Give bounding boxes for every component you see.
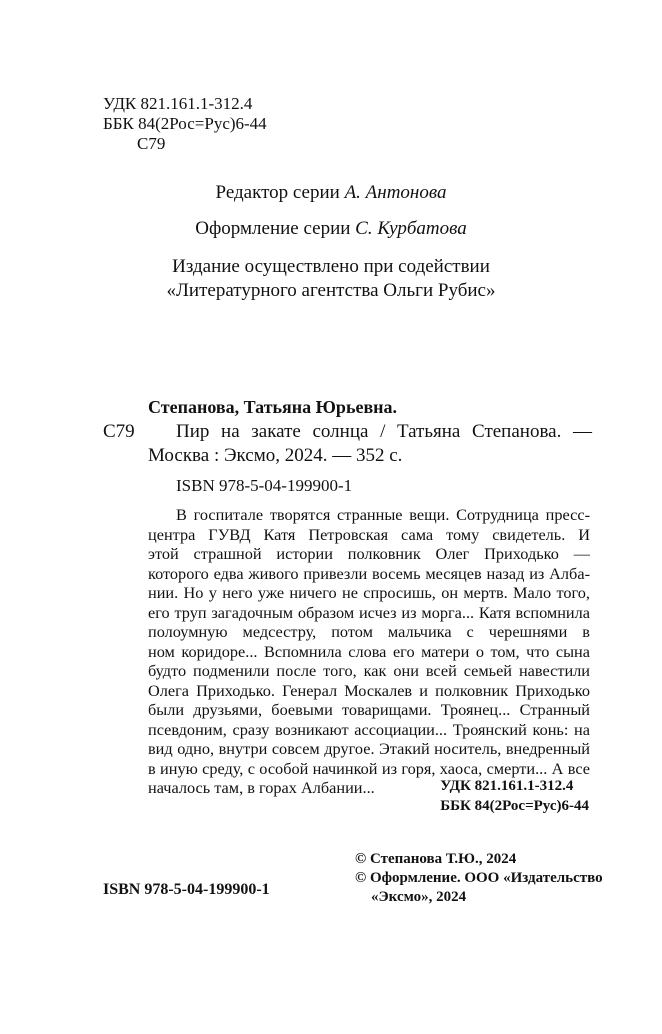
record-isbn: ISBN 978-5-04-199900-1 <box>176 476 353 495</box>
copyright-author: © Степанова Т.Ю., 2024 <box>355 851 517 867</box>
series-editor-name: А. Антонова <box>344 182 447 203</box>
annotation-line: которого едва живого привезли восемь месяцев назад из Алба- <box>148 563 590 583</box>
classification-codes <box>103 94 267 154</box>
annotation-line: полоумную медсестру, потом мальчика с черешнями в <box>148 622 590 641</box>
annotation-line: псевдоним, сразу возникают ассоциации... Троянский конь: на <box>148 719 590 739</box>
bbk-code: ББК 84(2Рос=Рус)6-44 <box>103 114 267 133</box>
record-author: Степанова, Татьяна Юрьевна. <box>148 397 398 417</box>
title-word: Степанова. <box>472 421 562 442</box>
series-editor-label: Редактор серии <box>215 182 345 203</box>
record-code: С79 <box>103 421 135 442</box>
copyright-design: © Оформление. ООО «Издательство <box>355 870 603 886</box>
series-editor <box>0 181 662 205</box>
annotation-line: Олега Приходько. Генерал Москалев и полковник Приходько <box>148 680 590 700</box>
footer-codes <box>440 776 589 816</box>
annotation-line: вид одно, внутри совсем другое. Этакий носитель, внедренный <box>148 739 590 758</box>
record-title-line-2: Москва : Эксмо, 2024. — 352 с. <box>148 445 403 466</box>
copyright-block <box>355 850 603 907</box>
footer-isbn: ISBN 978-5-04-199900-1 <box>103 881 270 898</box>
copyright-design-cont: «Эксмо», 2024 <box>371 889 467 905</box>
annotation-line: были друзьями, боевыми товарищами. Троянец... Странный <box>148 700 590 719</box>
sponsor-note <box>0 255 662 303</box>
udk-code: УДК 821.161.1-312.4 <box>103 94 253 113</box>
record-title-line-1 <box>148 420 592 444</box>
annotation-line: центра ГУВД Катя Петровская сама тому свидетель. И <box>148 524 590 544</box>
annotation-line: нии. Но у него уже ничего не спросишь, он мертв. Мало того, <box>148 583 590 602</box>
footer-udk: УДК 821.161.1-312.4 <box>440 778 574 794</box>
title-word: солнца <box>312 421 369 442</box>
title-word: на <box>221 421 240 442</box>
title-word: Татьяна <box>396 421 461 442</box>
author-mark: С79 <box>137 134 166 153</box>
annotation-line: этой страшной истории полковник Олег Приходько — <box>148 544 590 563</box>
annotation-line: ном коридоре... Вспомнила слова его матери о том, что сына <box>148 641 590 661</box>
annotation-line: началось там, в горах Албании... <box>148 778 375 797</box>
annotation-line: В госпитале творятся странные вещи. Сотрудница пресс- <box>176 505 590 524</box>
footer-bbk: ББК 84(2Рос=Рус)6-44 <box>440 798 589 814</box>
series-design-name: С. Курбатова <box>355 218 467 239</box>
annotation-line: его труп загадочным образом исчез из морга... Катя вспомнила <box>148 602 590 622</box>
series-design <box>0 217 662 241</box>
title-word: / <box>380 421 386 442</box>
sponsor-line-2: «Литературного агентства Ольги Рубис» <box>166 280 496 301</box>
series-design-label: Оформление серии <box>195 218 356 239</box>
annotation-line: в иную среду, с особой начинкой из горя, хаоса, смерти... А все <box>148 758 590 778</box>
title-word: закате <box>251 421 301 442</box>
title-word: — <box>573 421 592 442</box>
sponsor-line-1: Издание осуществлено при содействии <box>172 256 490 277</box>
annotation-line: будто подменили после того, как они всей семьей навестили <box>148 661 590 680</box>
title-word: Пир <box>176 421 210 442</box>
annotation <box>148 505 590 798</box>
record-title <box>148 420 592 468</box>
